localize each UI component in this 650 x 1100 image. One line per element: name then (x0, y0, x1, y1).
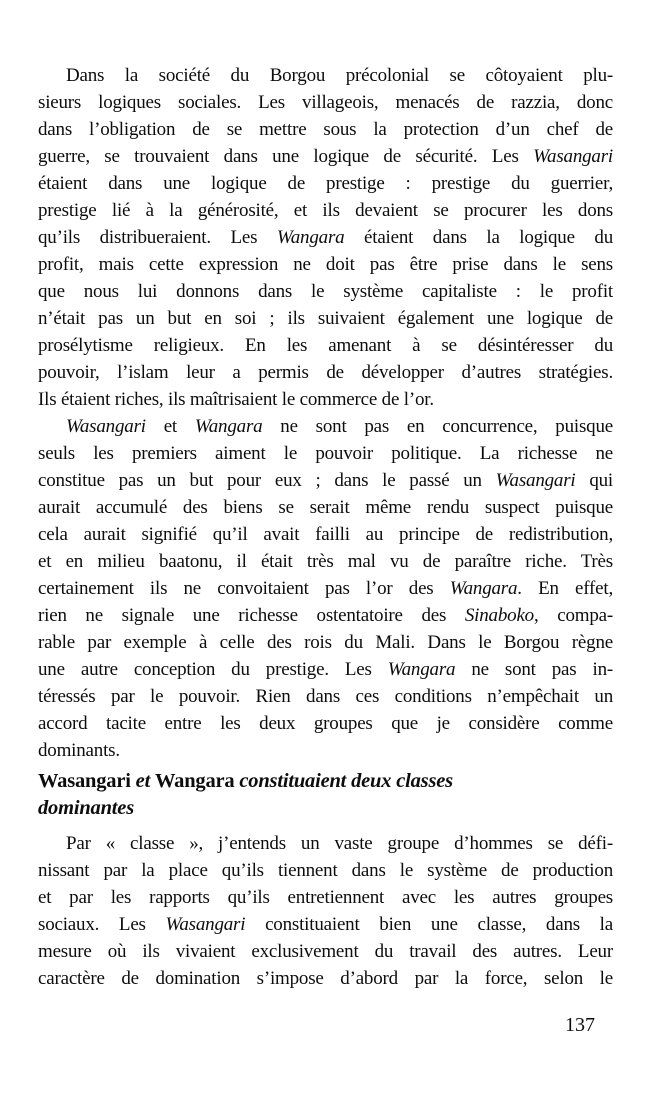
text-line (38, 332, 613, 359)
text-segment: Wasangari (533, 146, 613, 167)
text-segment: étaient dans la logique du (344, 227, 613, 248)
text-line (38, 857, 613, 884)
page-number: 137 (565, 1014, 595, 1036)
text-line (38, 278, 613, 305)
text-segment: ne sont pas en concurrence, puisque (262, 416, 613, 437)
text-line (38, 683, 613, 710)
text-segment: étaient dans une logique de prestige : prestige du guerrier, (38, 173, 613, 194)
text-segment: et par les rapports qu’ils entretiennent avec les autres groupes (38, 887, 613, 908)
text-segment: et en milieu baatonu, il était très mal vu de paraître riche. Très (38, 551, 613, 572)
text-line (38, 737, 613, 764)
text-line (38, 251, 613, 278)
text-line (38, 602, 613, 629)
paragraph (38, 413, 613, 764)
text-line (38, 197, 613, 224)
text-segment: une autre conception du prestige. Les (38, 659, 388, 680)
text-segment: Wasangari (165, 914, 246, 935)
heading-line (38, 795, 613, 822)
text-segment: prestige lié à la générosité, et ils devaient se procurer les dons (38, 200, 613, 221)
text-segment: Wangara (449, 578, 518, 599)
text-segment: rien ne signale une richesse ostentatoire des (38, 605, 465, 626)
text-line (38, 911, 613, 938)
text-segment: Wangara (155, 770, 235, 792)
text-segment: guerre, se trouvaient dans une logique de sécurité. Les (38, 146, 534, 167)
text-line (38, 521, 613, 548)
text-segment: sieurs logiques sociales. Les villageois, menacés de razzia, donc (38, 92, 613, 113)
text-line (38, 170, 613, 197)
text-segment: Dans la société du Borgou précolonial se côtoyaient plu- (66, 65, 613, 86)
text-segment: , compa- (533, 605, 613, 626)
text-segment: rable par exemple à celle des rois du Mali. Dans le Borgou règne (38, 632, 613, 653)
text-segment: nissant par la place qu’ils tiennent dans le système de production (38, 860, 613, 881)
section-heading (38, 768, 613, 822)
text-line (38, 62, 613, 89)
text-segment: qui (575, 470, 613, 491)
text-segment: pouvoir, l’islam leur a permis de développer d’autres stratégies. (38, 362, 613, 383)
text-line (38, 116, 613, 143)
text-segment: ne sont pas in- (455, 659, 613, 680)
text-segment: téressés par le pouvoir. Rien dans ces conditions n’empêchait un (38, 686, 613, 707)
text-segment: seuls les premiers aiment le pouvoir politique. La richesse ne (38, 443, 613, 464)
text-segment: profit, mais cette expression ne doit pas être prise dans le sens (38, 254, 613, 275)
text-line (38, 359, 613, 386)
text-line (38, 494, 613, 521)
text-line (38, 710, 613, 737)
text-line (38, 830, 613, 857)
text-segment: et (130, 770, 155, 792)
text-segment: et (145, 416, 195, 437)
text-line (38, 884, 613, 911)
text-segment: Sinaboko (464, 605, 534, 626)
text-segment: Ils étaient riches, ils maîtrisaient le commerce de l’or. (38, 389, 434, 410)
text-line (38, 548, 613, 575)
text-segment: certainement ils ne convoitaient pas l’or des (38, 578, 450, 599)
text-line (38, 938, 613, 965)
text-line (38, 224, 613, 251)
text-line (38, 467, 613, 494)
text-segment: constituaient bien une classe, dans la (245, 914, 613, 935)
text-line (38, 305, 613, 332)
paragraph (38, 62, 613, 413)
text-line (38, 143, 613, 170)
paragraph (38, 830, 613, 992)
text-segment: constituaient deux classes (234, 770, 453, 792)
text-line (38, 656, 613, 683)
text-segment: constitue pas un but pour eux ; dans le passé un (38, 470, 496, 491)
text-segment: dominants. (38, 740, 120, 761)
text-segment: prosélytisme religieux. En les amenant à se désintéresser du (38, 335, 613, 356)
text-segment: Wangara (387, 659, 456, 680)
text-segment: Wangara (276, 227, 345, 248)
text-segment: n’était pas un but en soi ; ils suivaient également une logique de (38, 308, 613, 329)
text-segment: aurait accumulé des biens se serait même rendu suspect puisque (38, 497, 613, 518)
text-segment: mesure où ils vivaient exclusivement du travail des autres. Leur (38, 941, 613, 962)
text-segment: Par « classe », j’entends un vaste groupe d’hommes se défi- (66, 833, 613, 854)
text-segment: Wasangari (38, 770, 131, 792)
text-line (38, 413, 613, 440)
text-segment: Wangara (194, 416, 263, 437)
text-line (38, 440, 613, 467)
text-line (38, 386, 613, 413)
text-segment: cela aurait signifié qu’il avait failli au principe de redistribution, (38, 524, 613, 545)
text-segment: caractère de domination s’impose d’abord par la force, selon le (38, 968, 613, 989)
text-segment: sociaux. Les (38, 914, 166, 935)
text-line (38, 89, 613, 116)
text-segment: dans l’obligation de se mettre sous la protection d’un chef de (38, 119, 613, 140)
text-segment: Wasangari (66, 416, 146, 437)
text-segment: Wasangari (495, 470, 576, 491)
text-line (38, 575, 613, 602)
text-line (38, 965, 613, 992)
text-segment: que nous lui donnons dans le système capitaliste : le profit (38, 281, 613, 302)
text-segment: . En effet, (517, 578, 613, 599)
text-segment: qu’ils distribueraient. Les (38, 227, 277, 248)
page-text (38, 62, 613, 992)
text-segment: accord tacite entre les deux groupes que je considère comme (38, 713, 613, 734)
heading-line (38, 768, 613, 795)
text-segment: dominantes (38, 797, 134, 819)
text-line (38, 629, 613, 656)
